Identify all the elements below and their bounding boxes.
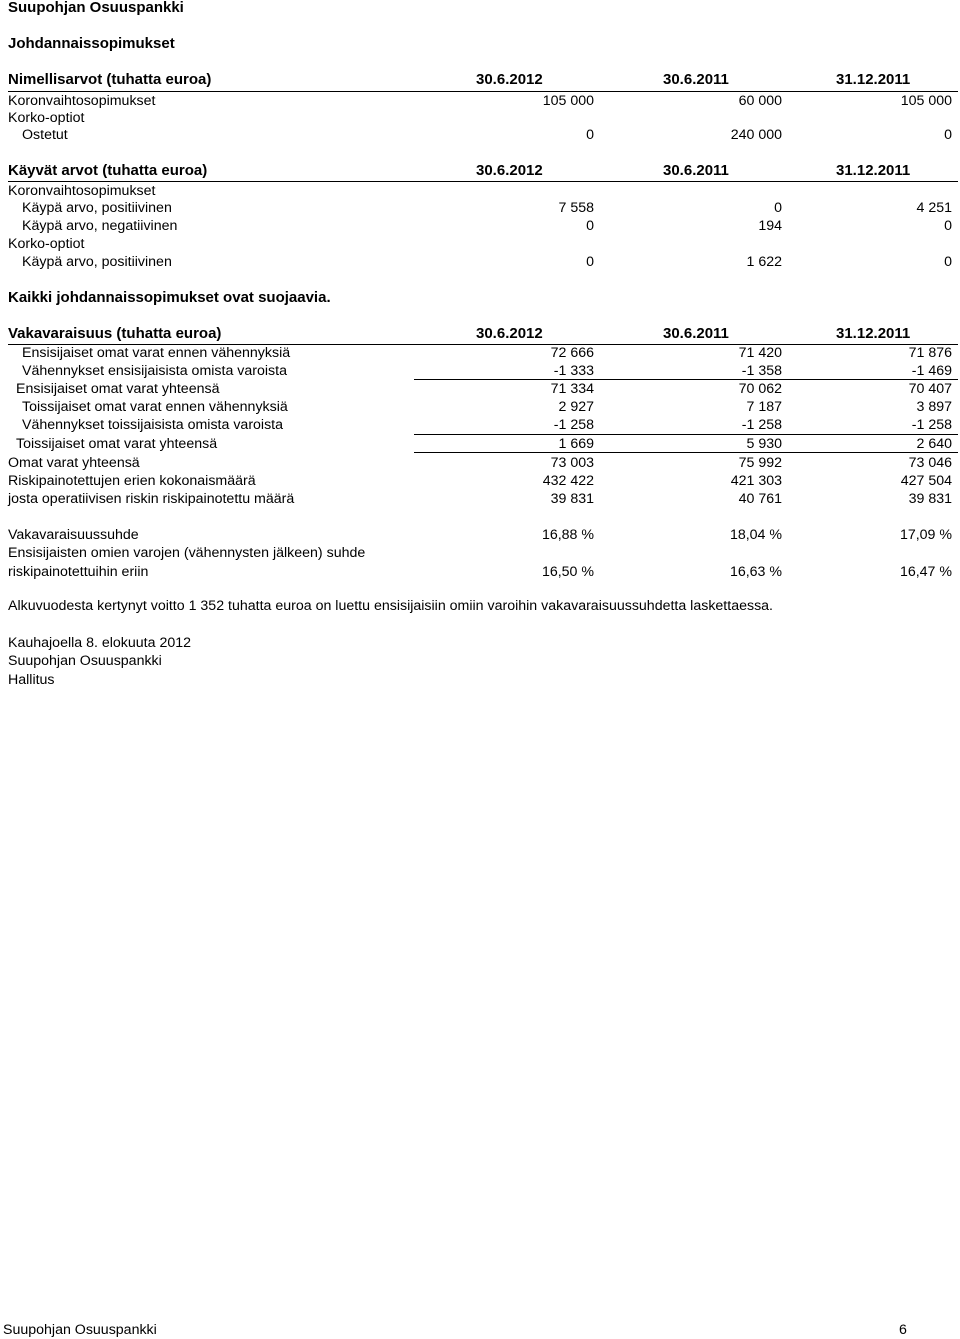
- table-row: [0, 398, 960, 416]
- value-cell: 421 303: [730, 473, 782, 489]
- table-row: [0, 563, 960, 581]
- value-cell: 71 334: [550, 381, 594, 397]
- value-cell: -1 258: [911, 417, 952, 433]
- row-label: Korko-optiot: [8, 236, 85, 252]
- value-cell: 0: [774, 200, 782, 216]
- row-label: Ensisijaiset omat varat yhteensä: [16, 381, 220, 397]
- table-row: [0, 526, 960, 544]
- row-label: Koronvaihtosopimukset: [8, 183, 156, 199]
- row-label: riskipainotettuihin eriin: [8, 564, 149, 580]
- value-cell: 194: [758, 218, 782, 234]
- value-cell: 427 504: [900, 473, 952, 489]
- row-label: Koronvaihtosopimukset: [8, 93, 156, 109]
- value-cell: 0: [944, 127, 952, 143]
- row-label: Toissijaiset omat varat ennen vähennyksiä: [22, 399, 288, 415]
- value-cell: -1 258: [553, 417, 594, 433]
- value-cell: -1 333: [553, 363, 594, 379]
- column-header: 31.12.2011: [836, 162, 911, 179]
- column-header: 30.6.2011: [663, 325, 729, 342]
- value-cell: 7 558: [558, 200, 594, 216]
- row-label: Toissijaiset omat varat yhteensä: [16, 436, 218, 452]
- table-row: [0, 109, 960, 127]
- value-cell: 71 876: [908, 345, 952, 361]
- row-label: Käypä arvo, negatiivinen: [22, 218, 178, 234]
- table-row: [0, 435, 960, 453]
- value-cell: 0: [586, 254, 594, 270]
- row-label: Vähennykset toissijaisista omista varoista: [22, 417, 284, 433]
- value-cell: 70 407: [908, 381, 952, 397]
- row-label: josta operatiivisen riskin riskipainotettu määrä: [8, 491, 295, 507]
- value-cell: 70 062: [738, 381, 782, 397]
- value-cell: 1 622: [746, 254, 782, 270]
- company-name: Suupohjan Osuuspankki: [8, 0, 184, 16]
- table-row: [0, 454, 960, 472]
- value-cell: 73 003: [550, 455, 594, 471]
- place-date: Kauhajoella 8. elokuuta 2012: [8, 635, 192, 651]
- value-cell: 60 000: [738, 93, 782, 109]
- table-header-row: [0, 162, 960, 180]
- value-cell: 16,88 %: [541, 527, 594, 543]
- table-row: [0, 235, 960, 253]
- value-cell: 0: [586, 218, 594, 234]
- row-label: Ostetut: [22, 127, 68, 143]
- total-rule: [414, 452, 958, 453]
- value-cell: 2 640: [916, 436, 952, 452]
- value-cell: -1 469: [911, 363, 952, 379]
- column-header: 30.6.2011: [663, 71, 729, 88]
- table-row: [0, 126, 960, 144]
- table-title: Vakavaraisuus (tuhatta euroa): [8, 325, 222, 342]
- value-cell: 2 927: [558, 399, 594, 415]
- table-row: [0, 490, 960, 508]
- value-cell: 18,04 %: [729, 527, 782, 543]
- value-cell: 240 000: [730, 127, 782, 143]
- value-cell: 71 420: [738, 345, 782, 361]
- footer-company: Suupohjan Osuuspankki: [3, 1322, 157, 1338]
- column-header: 30.6.2012: [476, 325, 543, 342]
- value-cell: 1 669: [558, 436, 594, 452]
- value-cell: 0: [586, 127, 594, 143]
- profit-note: Alkuvuodesta kertynyt voitto 1 352 tuhatta euroa on luettu ensisijaisiin omiin varoihin vakavaraisuussuhdetta laskettaessa.: [8, 598, 773, 614]
- value-cell: 16,47 %: [899, 564, 952, 580]
- value-cell: 432 422: [542, 473, 594, 489]
- table-row: [0, 416, 960, 434]
- value-cell: 39 831: [550, 491, 594, 507]
- value-cell: 105 000: [900, 93, 952, 109]
- table-row: [0, 253, 960, 271]
- value-cell: 73 046: [908, 455, 952, 471]
- hedge-note: Kaikki johdannaissopimukset ovat suojaavia.: [8, 289, 331, 306]
- row-label: Omat varat yhteensä: [8, 455, 140, 471]
- table-row: [0, 344, 960, 362]
- row-label: Vakavaraisuussuhde: [8, 527, 139, 543]
- table-title: Nimellisarvot (tuhatta euroa): [8, 71, 212, 88]
- section-title: Johdannaissopimukset: [8, 35, 175, 52]
- row-label: Käypä arvo, positiivinen: [22, 200, 172, 216]
- value-cell: 4 251: [916, 200, 952, 216]
- value-cell: 0: [944, 254, 952, 270]
- value-cell: 72 666: [550, 345, 594, 361]
- row-label: Ensisijaisten omien varojen (vähennysten jälkeen) suhde: [8, 545, 366, 561]
- value-cell: 16,50 %: [541, 564, 594, 580]
- value-cell: 0: [944, 218, 952, 234]
- signature-bank: Suupohjan Osuuspankki: [8, 653, 162, 669]
- table-row: [0, 544, 960, 562]
- value-cell: 7 187: [746, 399, 782, 415]
- table-row: [0, 92, 960, 110]
- column-header: 30.6.2012: [476, 162, 543, 179]
- table-title: Käyvät arvot (tuhatta euroa): [8, 162, 208, 179]
- table-row: [0, 472, 960, 490]
- table-header-row: [0, 325, 960, 343]
- signature-body: Hallitus: [8, 672, 55, 688]
- column-header: 30.6.2011: [663, 162, 729, 179]
- table-header-row: [0, 71, 960, 89]
- table-row: [0, 199, 960, 217]
- value-cell: 17,09 %: [899, 527, 952, 543]
- row-label: Ensisijaiset omat varat ennen vähennyksiä: [22, 345, 291, 361]
- column-header: 31.12.2011: [836, 71, 911, 88]
- value-cell: 40 761: [738, 491, 782, 507]
- column-header: 31.12.2011: [836, 325, 911, 342]
- value-cell: 105 000: [542, 93, 594, 109]
- value-cell: 39 831: [908, 491, 952, 507]
- column-header: 30.6.2012: [476, 71, 543, 88]
- page-number: 6: [899, 1322, 907, 1338]
- value-cell: 5 930: [746, 436, 782, 452]
- row-label: Käypä arvo, positiivinen: [22, 254, 172, 270]
- value-cell: 3 897: [916, 399, 952, 415]
- value-cell: -1 358: [741, 363, 782, 379]
- table-row: [0, 362, 960, 380]
- row-label: Korko-optiot: [8, 110, 85, 126]
- row-label: Riskipainotettujen erien kokonaismäärä: [8, 473, 256, 489]
- value-cell: 75 992: [738, 455, 782, 471]
- table-row: [0, 380, 960, 398]
- value-cell: 16,63 %: [729, 564, 782, 580]
- table-row: [0, 217, 960, 235]
- value-cell: -1 258: [741, 417, 782, 433]
- table-row: [0, 182, 960, 200]
- row-label: Vähennykset ensisijaisista omista varoista: [22, 363, 287, 379]
